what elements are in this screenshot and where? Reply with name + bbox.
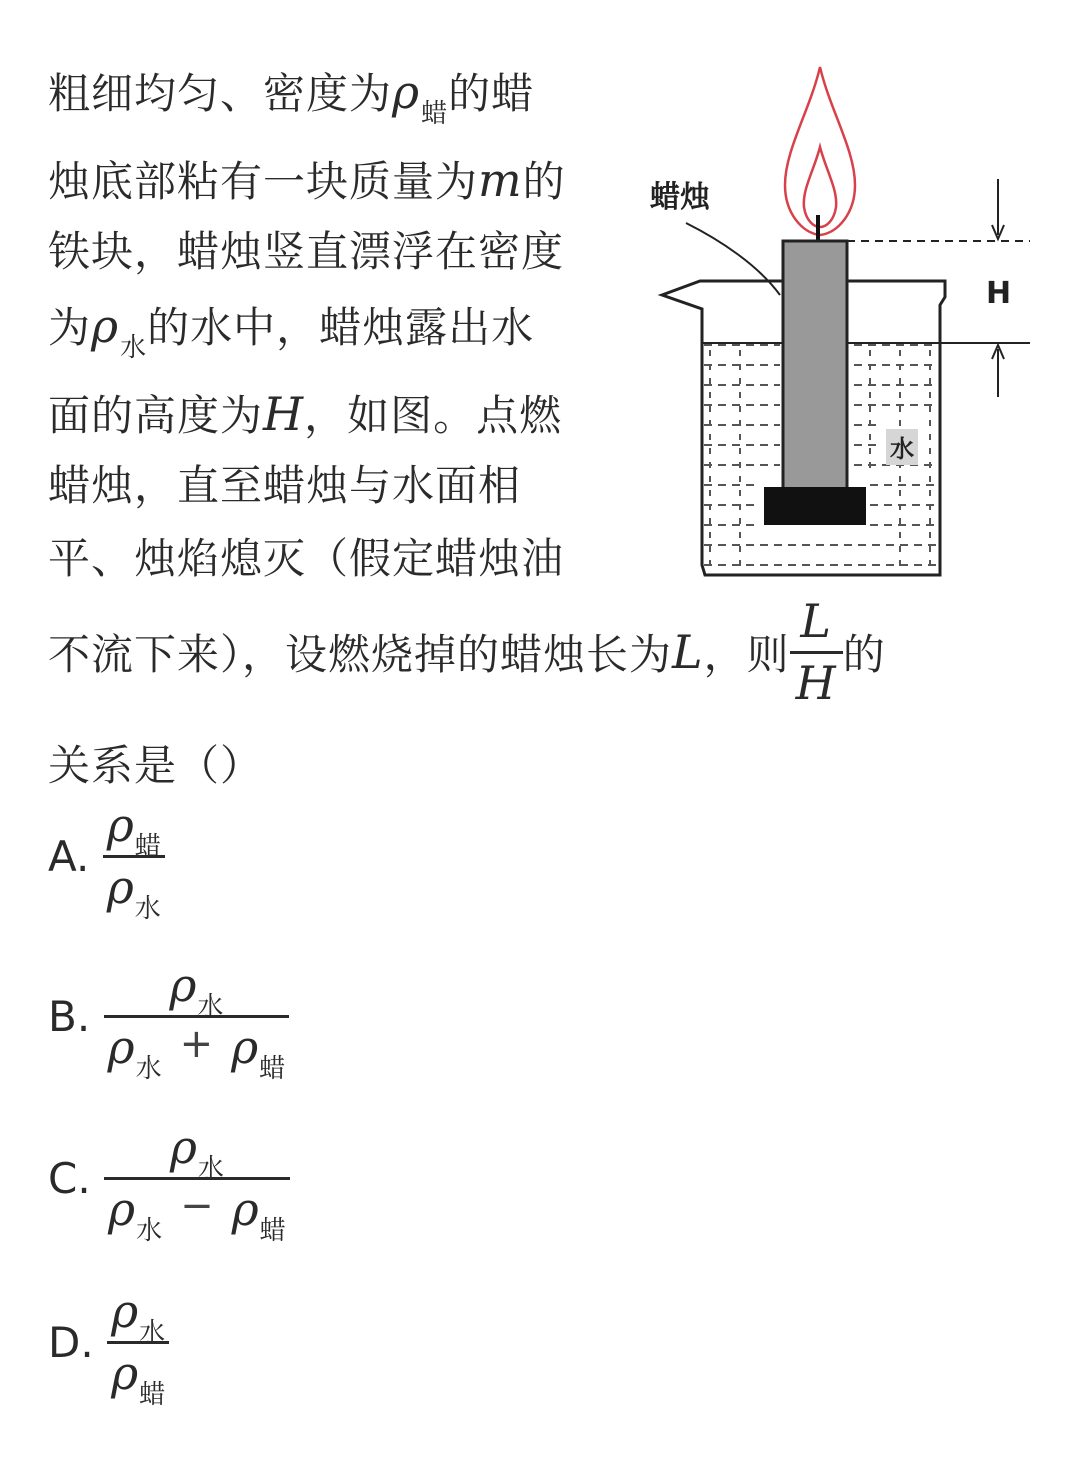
fraction-numerator: L (800, 594, 832, 648)
question-text: 烛底部粘有一块质量为 (48, 157, 479, 206)
rho-subscript: 水 (134, 893, 161, 924)
question-text: 平、烛焰熄灭（假定蜡烛油 (48, 534, 565, 583)
iron-block (764, 487, 866, 525)
question-line-8 (48, 596, 886, 708)
candle-label-leader (686, 223, 780, 295)
question-text: 为 (48, 303, 92, 352)
question-text: 关系是（） (48, 741, 264, 790)
option-fraction (104, 1120, 290, 1246)
rho-subscript: 水 (135, 1053, 162, 1084)
rho-subscript-wax: 蜡 (421, 99, 449, 129)
rho-subscript: 水 (139, 1318, 166, 1348)
question-text: 铁块，蜡烛竖直漂浮在密度 (48, 227, 565, 276)
question-line-3 (48, 222, 564, 282)
rho-subscript: 水 (197, 992, 224, 1022)
question-text: 的蜡 (448, 69, 535, 118)
water-label: 水 (890, 435, 914, 463)
length-variable: L (672, 625, 704, 680)
question-line-9 (48, 736, 263, 796)
question-line-6 (48, 456, 521, 516)
fraction-denominator (107, 1345, 169, 1410)
rho-subscript: 蜡 (139, 1379, 166, 1410)
option-letter: A. (48, 831, 90, 881)
question-line-7 (48, 529, 564, 589)
question-line-1 (48, 62, 534, 130)
rho-subscript: 水 (197, 1154, 224, 1184)
fraction-numerator (104, 958, 290, 1022)
rho-symbol: ρ (107, 1019, 135, 1074)
rho-symbol: ρ (392, 65, 421, 119)
fraction-numerator (104, 1120, 290, 1184)
question-text: 的水中，蜡烛露出水 (147, 303, 535, 352)
question-text: 的 (842, 630, 886, 680)
question-text: ，如图。点燃 (304, 391, 563, 440)
option-d[interactable] (48, 1284, 169, 1410)
option-b[interactable] (48, 958, 289, 1084)
rho-symbol: ρ (169, 958, 197, 1012)
fraction-bar (790, 651, 843, 654)
candle-body (783, 241, 847, 491)
rho-subscript: 蜡 (259, 1053, 286, 1084)
rho-symbol: ρ (91, 299, 120, 353)
question-line-5 (48, 384, 562, 446)
rho-symbol: ρ (111, 1345, 139, 1400)
question-text: 面的高度为 (48, 391, 264, 440)
fraction-denominator (104, 1019, 290, 1084)
option-fraction (104, 958, 290, 1084)
fraction-numerator (107, 1284, 169, 1348)
question-text: 蜡烛，直至蜡烛与水面相 (48, 461, 522, 510)
fraction-bar (104, 1177, 290, 1180)
rho-subscript: 蜡 (134, 832, 161, 862)
mass-variable: m (478, 153, 523, 207)
option-c[interactable] (48, 1120, 290, 1246)
question-text: 不流下来），设燃烧掉的蜡烛长为 (48, 630, 673, 680)
rho-symbol: ρ (169, 1120, 197, 1174)
rho-symbol: ρ (231, 1181, 259, 1236)
rho-subscript: 蜡 (259, 1215, 286, 1246)
height-label: H (986, 276, 1012, 311)
option-letter: C. (48, 1153, 91, 1203)
rho-symbol: ρ (111, 1284, 139, 1338)
fraction-denominator: H (795, 655, 837, 710)
l-over-h-fraction (790, 596, 843, 708)
rho-symbol: ρ (108, 1181, 136, 1236)
rho-symbol: ρ (106, 859, 134, 914)
fraction-numerator (103, 798, 165, 862)
option-fraction (107, 1284, 169, 1410)
option-letter: D. (48, 1317, 94, 1367)
minus-operator: − (180, 1182, 214, 1229)
fraction-denominator (103, 859, 165, 924)
question-text: 的 (522, 157, 566, 206)
plus-operator: + (179, 1020, 214, 1067)
fraction-denominator (104, 1181, 290, 1246)
rho-subscript: 水 (136, 1215, 163, 1246)
candle-label: 蜡烛 (650, 180, 710, 215)
height-variable: H (263, 387, 305, 441)
option-letter: B. (48, 991, 91, 1041)
question-text: 粗细均匀、密度为 (48, 69, 393, 118)
option-fraction (103, 798, 165, 924)
question-line-2 (48, 150, 566, 212)
rho-symbol: ρ (106, 798, 134, 852)
question-line-4 (48, 296, 534, 364)
option-a[interactable] (48, 798, 165, 924)
question-text: ，则 (703, 630, 790, 680)
rho-symbol: ρ (231, 1019, 259, 1074)
candle-beaker-diagram (640, 55, 1040, 595)
rho-subscript-water: 水 (120, 333, 148, 363)
